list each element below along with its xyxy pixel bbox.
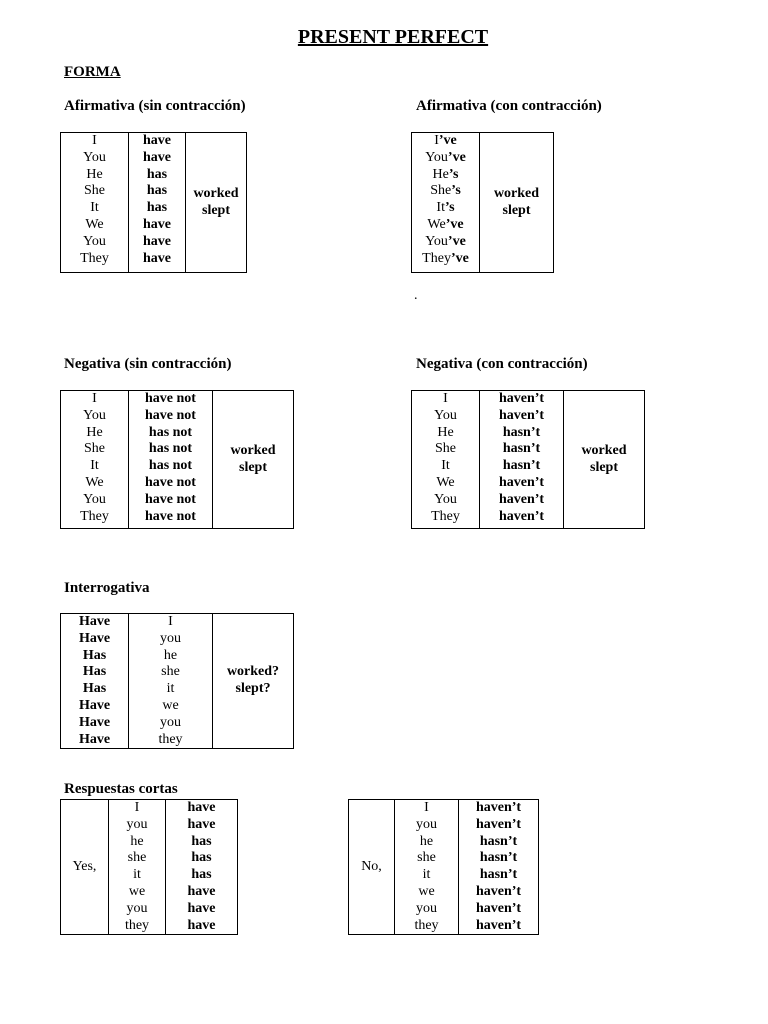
subject-cell: I — [134, 800, 140, 815]
contraction-cell — [412, 217, 479, 234]
verb-cell: slept — [202, 202, 230, 218]
aux-column — [129, 133, 186, 273]
subject-cell: you — [160, 630, 181, 646]
table-negativa-sin — [60, 390, 294, 529]
subject-cell: he — [130, 833, 144, 849]
contraction-subject: He — [432, 166, 449, 182]
verb-cell: slept? — [235, 681, 271, 697]
aux-cell: Have — [78, 731, 111, 747]
aux-cell: hasn’t — [502, 424, 541, 440]
verb-cell: worked — [193, 185, 239, 201]
aux-cell: hasn’t — [502, 458, 541, 474]
subject-cell: they — [124, 917, 150, 933]
label-afirmativa-con: Afirmativa (con contracción) — [416, 98, 602, 114]
subject-cell: She — [435, 441, 456, 457]
subject-cell: You — [83, 491, 106, 507]
verb-cell: worked? — [226, 664, 280, 680]
subjects-column — [129, 614, 213, 749]
subject-cell: I — [168, 614, 173, 629]
subject-cell: You — [83, 233, 106, 249]
contraction-subject: They — [422, 250, 451, 266]
label-afirmativa-sin: Afirmativa (sin contracción) — [64, 98, 246, 114]
label-respuestas-cortas: Respuestas cortas — [64, 781, 178, 797]
subject-cell: we — [162, 697, 179, 713]
contraction-subject: It — [436, 200, 445, 216]
aux-column — [166, 800, 238, 935]
verb-column — [564, 391, 645, 529]
aux-cell: hasn’t — [502, 441, 541, 457]
subject-cell: I — [443, 391, 448, 406]
aux-cell: Have — [78, 714, 111, 730]
verb-column — [186, 133, 247, 273]
subject-cell: It — [441, 458, 450, 474]
contraction-subject: You — [425, 233, 448, 249]
aux-cell: has — [146, 200, 168, 216]
subject-cell: you — [416, 816, 437, 832]
subject-cell: I — [92, 133, 97, 148]
contraction-cell — [412, 150, 479, 167]
contraction-suffix: ’ve — [438, 133, 457, 148]
subject-cell: we — [128, 883, 146, 899]
aux-cell: has not — [148, 424, 193, 440]
contraction-subject: We — [427, 216, 446, 232]
verb-column — [213, 391, 294, 529]
subjects-column — [61, 391, 129, 529]
subject-cell: We — [85, 216, 104, 232]
contraction-suffix: ’s — [448, 166, 459, 182]
aux-cell: have — [143, 149, 171, 165]
aux-cell: haven’t — [475, 883, 522, 899]
subject-cell: He — [86, 166, 103, 182]
aux-cell: haven’t — [498, 508, 545, 524]
subject-cell: I — [92, 391, 97, 406]
aux-cell: Have — [78, 697, 111, 713]
aux-cell: have — [187, 800, 216, 815]
yes-word: Yes, — [72, 858, 97, 874]
subject-cell: you — [160, 714, 181, 730]
verb-cell: slept — [239, 459, 267, 475]
aux-cell: haven’t — [475, 800, 522, 815]
subject-cell: she — [161, 664, 180, 680]
subject-cell: you — [126, 900, 148, 916]
contraction-suffix: ’s — [444, 200, 455, 216]
contraction-suffix: ’ve — [450, 250, 469, 266]
subject-cell: I — [424, 800, 429, 815]
aux-cell: haven’t — [498, 391, 545, 406]
subject-cell: You — [434, 407, 457, 423]
aux-cell: Have — [78, 614, 111, 629]
aux-cell: haven’t — [475, 816, 522, 832]
aux-column — [480, 391, 564, 529]
verb-cell: worked — [230, 442, 276, 458]
aux-cell: haven’t — [475, 900, 522, 916]
subject-cell: You — [83, 149, 106, 165]
table-afirmativa-con — [411, 132, 554, 273]
aux-cell: hasn’t — [479, 833, 518, 849]
subject-cell: it — [133, 867, 141, 883]
subjects-column — [395, 800, 459, 935]
subject-cell: we — [418, 883, 435, 899]
aux-cell: hasn’t — [479, 867, 518, 883]
verb-column — [213, 614, 294, 749]
subject-cell: It — [90, 200, 99, 216]
aux-cell: have — [143, 233, 171, 249]
contraction-suffix: ’ve — [445, 216, 464, 232]
aux-cell: has — [146, 183, 168, 199]
aux-cell: have — [187, 883, 216, 899]
aux-cell: Has — [82, 647, 107, 663]
verb-cell: worked — [493, 185, 540, 201]
subject-cell: You — [83, 407, 106, 423]
label-negativa-sin: Negativa (sin contracción) — [64, 356, 232, 372]
no-word: No, — [361, 858, 382, 874]
aux-cell: hasn’t — [479, 850, 518, 866]
aux-cell: have not — [145, 407, 196, 423]
aux-cell: have — [187, 900, 216, 916]
aux-cell: haven’t — [498, 474, 545, 490]
verb-column — [480, 133, 554, 273]
subject-cell: you — [126, 816, 148, 832]
aux-cell: have — [187, 917, 216, 933]
aux-cell: have not — [145, 508, 196, 524]
subject-cell: They — [80, 508, 109, 524]
subject-cell: You — [434, 491, 457, 507]
stray-dot: . — [414, 288, 418, 303]
aux-column — [61, 614, 129, 749]
subject-cell: We — [436, 474, 455, 490]
subject-cell: he — [419, 833, 434, 849]
contraction-cell — [412, 133, 479, 150]
subject-cell: you — [416, 900, 437, 916]
table-negativa-con — [411, 390, 645, 529]
subjects-column — [61, 133, 129, 273]
contraction-subject: You — [425, 149, 448, 165]
label-interrogativa: Interrogativa — [64, 580, 150, 596]
verb-cell: worked — [581, 442, 627, 458]
contraction-suffix: ’s — [451, 183, 461, 199]
aux-cell: have — [187, 816, 216, 832]
aux-cell: haven’t — [498, 491, 545, 507]
subject-cell: she — [127, 850, 147, 866]
aux-cell: have not — [145, 491, 196, 507]
subjects-column — [109, 800, 166, 935]
contraction-suffix: ’ve — [447, 149, 466, 165]
section-heading-forma: FORMA — [64, 64, 121, 80]
aux-column — [459, 800, 539, 935]
contraction-cell — [412, 251, 479, 268]
yes-word-cell — [61, 800, 109, 935]
subject-cell: He — [437, 424, 454, 440]
label-negativa-con: Negativa (con contracción) — [416, 356, 588, 372]
subject-cell: They — [431, 508, 460, 524]
subject-cell: she — [417, 850, 436, 866]
aux-cell: has not — [148, 441, 193, 457]
contraction-subject: I — [434, 133, 439, 148]
contraction-cell — [412, 167, 479, 184]
aux-cell: have — [143, 133, 171, 148]
verb-cell: slept — [590, 459, 618, 475]
contraction-cell — [412, 183, 479, 200]
subject-cell: It — [90, 458, 99, 474]
aux-cell: Has — [82, 664, 107, 680]
aux-column — [129, 391, 213, 529]
subject-cell: it — [166, 681, 175, 697]
contraction-suffix: ’ve — [447, 233, 466, 249]
aux-cell: have not — [145, 391, 196, 406]
table-interrogativa — [60, 613, 294, 749]
contraction-column — [412, 133, 480, 273]
table-afirmativa-sin — [60, 132, 247, 273]
contraction-cell — [412, 234, 479, 251]
aux-cell: have not — [145, 474, 196, 490]
aux-cell: have — [143, 216, 171, 232]
aux-cell: has not — [148, 458, 193, 474]
subject-cell: They — [80, 250, 109, 266]
subject-cell: they — [158, 731, 183, 747]
subject-cell: She — [84, 441, 105, 457]
table-short-answers-yes — [60, 799, 238, 935]
aux-cell: have — [143, 250, 171, 266]
verb-cell: slept — [502, 202, 531, 218]
aux-cell: haven’t — [498, 407, 545, 423]
aux-cell: Have — [78, 630, 111, 646]
aux-cell: has — [191, 833, 212, 849]
subject-cell: it — [422, 867, 431, 883]
no-word-cell — [349, 800, 395, 935]
table-short-answers-no — [348, 799, 539, 935]
page-title: PRESENT PERFECT — [297, 26, 489, 48]
subject-cell: they — [414, 917, 439, 933]
subject-cell: She — [84, 183, 105, 199]
subject-cell: He — [86, 424, 103, 440]
subject-cell: he — [163, 647, 178, 663]
aux-cell: haven’t — [475, 917, 522, 933]
subjects-column — [412, 391, 480, 529]
aux-cell: has — [146, 166, 168, 182]
aux-cell: has — [191, 850, 212, 866]
aux-cell: has — [191, 867, 212, 883]
subject-cell: We — [85, 474, 104, 490]
contraction-cell — [412, 200, 479, 217]
aux-cell: Has — [82, 681, 107, 697]
contraction-subject: She — [430, 183, 452, 199]
